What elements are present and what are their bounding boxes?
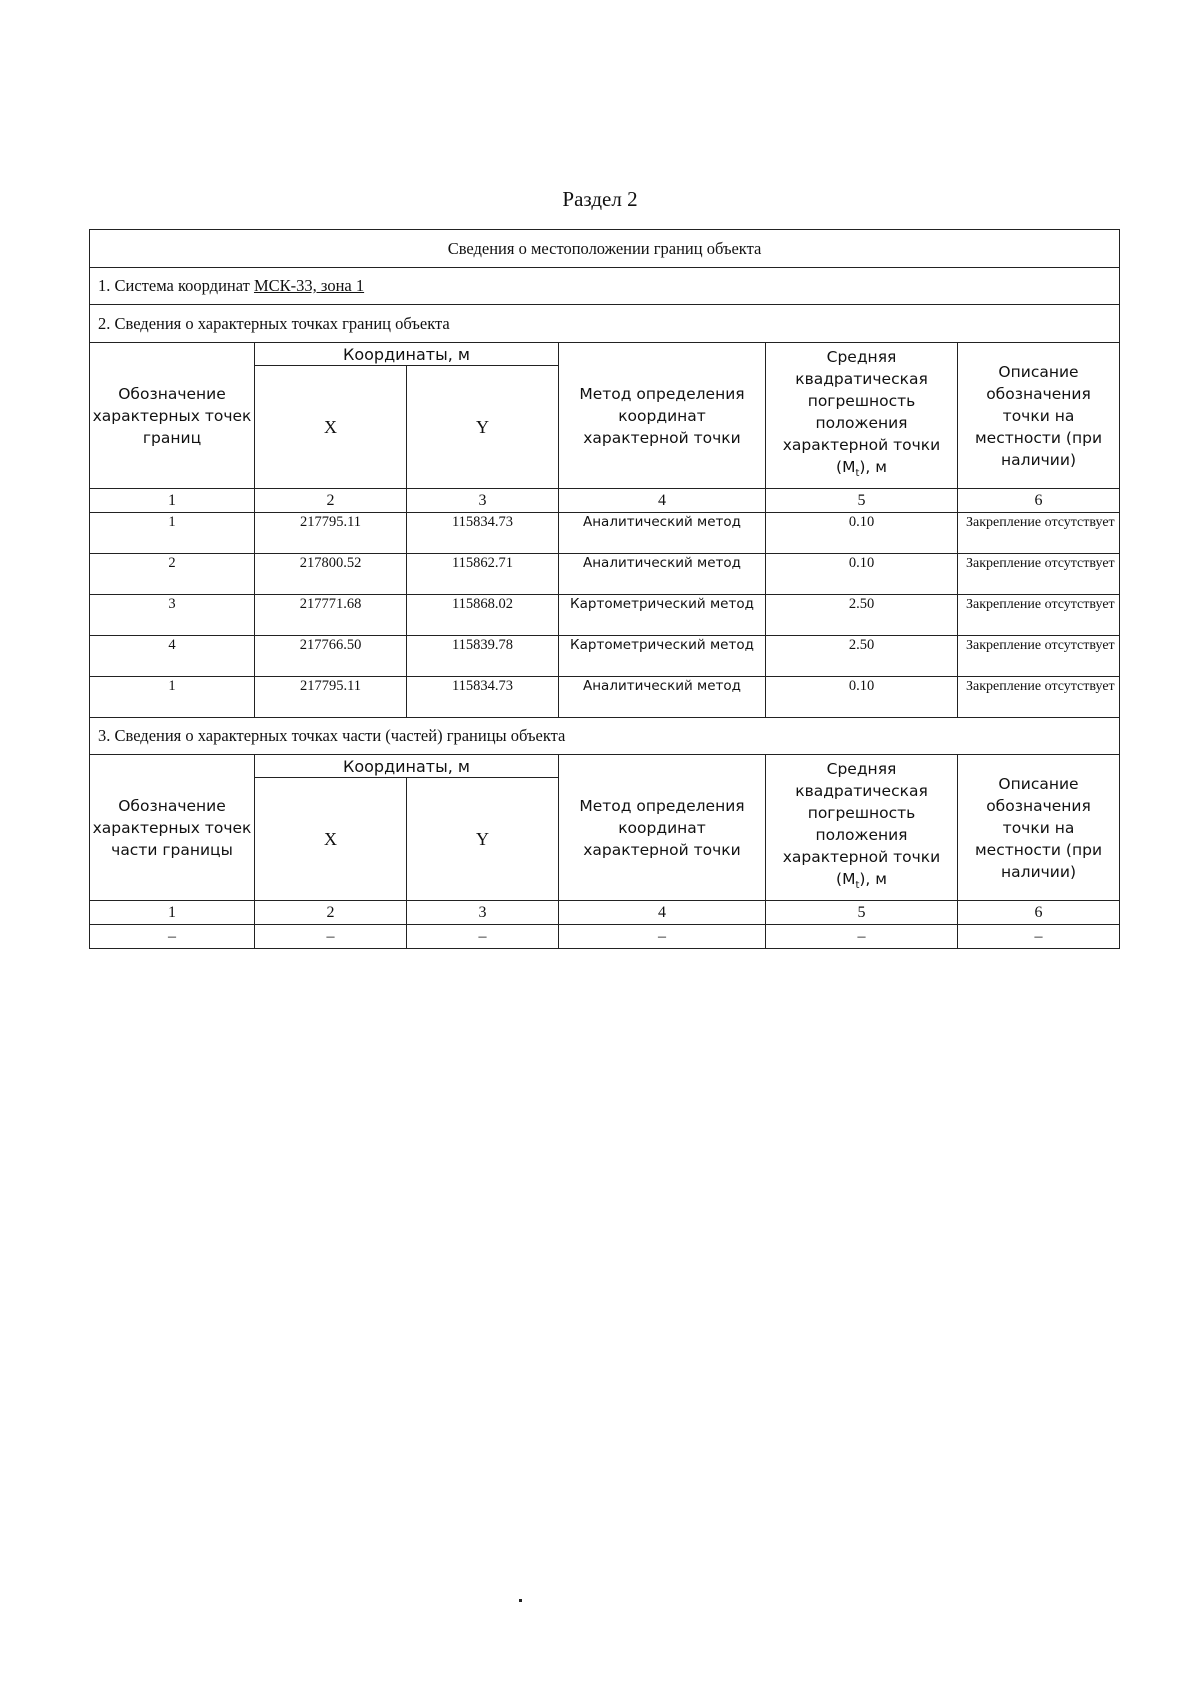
header-point-designation: Обозначение характерных точек границ	[90, 343, 255, 489]
part-point-id: –	[90, 925, 255, 949]
point-y: 115834.73	[407, 513, 559, 554]
point-x: 217766.50	[255, 636, 407, 677]
column-number: 4	[559, 901, 766, 925]
header-x: X	[255, 778, 407, 901]
point-description: Закрепление отсутствует	[958, 513, 1120, 554]
header-error-symbol: (M	[836, 457, 856, 476]
point-description: Закрепление отсутствует	[958, 554, 1120, 595]
table-row	[90, 554, 1120, 595]
part3-title: 3. Сведения о характерных точках части (частей) границы объекта	[90, 718, 1120, 755]
column-number: 5	[766, 489, 958, 513]
point-y: 115839.78	[407, 636, 559, 677]
point-id: 1	[90, 677, 255, 718]
point-method: Картометрический метод	[559, 636, 766, 677]
point-id: 4	[90, 636, 255, 677]
column-number: 1	[90, 489, 255, 513]
header-x: X	[255, 366, 407, 489]
column-number: 3	[407, 901, 559, 925]
point-y: 115834.73	[407, 677, 559, 718]
point-error: 0.10	[766, 554, 958, 595]
point-id: 3	[90, 595, 255, 636]
point-id: 1	[90, 513, 255, 554]
point-id: 2	[90, 554, 255, 595]
point-y: 115862.71	[407, 554, 559, 595]
boundary-table	[89, 229, 1120, 949]
point-method: Аналитический метод	[559, 677, 766, 718]
header-coordinates: Координаты, м	[255, 343, 559, 366]
header-description: Описание обозначения точки на местности (при наличии)	[958, 343, 1120, 489]
table-title: Сведения о местоположении границ объекта	[90, 230, 1120, 268]
header-error-text: Средняя квадратическая погрешность положения характерной точки	[782, 759, 941, 866]
coord-system-value: МСК-33, зона 1	[253, 276, 365, 295]
point-x: 217771.68	[255, 595, 407, 636]
table-row	[90, 677, 1120, 718]
header-y: Y	[407, 366, 559, 489]
column-number: 1	[90, 901, 255, 925]
page-mark-dot	[519, 1599, 522, 1602]
coord-system-label: 1. Система координат	[98, 276, 254, 295]
point-method: Картометрический метод	[559, 595, 766, 636]
column-numbers-row	[90, 901, 1120, 925]
header-error-subscript: t	[855, 468, 860, 480]
column-number: 3	[407, 489, 559, 513]
point-description: Закрепление отсутствует	[958, 677, 1120, 718]
table-row	[90, 636, 1120, 677]
column-number: 2	[255, 489, 407, 513]
section-title: Раздел 2	[562, 187, 638, 211]
point-error: 0.10	[766, 513, 958, 554]
point-description: Закрепление отсутствует	[958, 595, 1120, 636]
point-method: Аналитический метод	[559, 513, 766, 554]
column-number: 5	[766, 901, 958, 925]
header-description: Описание обозначения точки на местности (при наличии)	[958, 755, 1120, 901]
header-point-designation-part: Обозначение характерных точек части границы	[90, 755, 255, 901]
header-error	[766, 343, 958, 489]
point-error: 2.50	[766, 595, 958, 636]
header-error-unit: ), м	[859, 457, 887, 476]
column-number: 2	[255, 901, 407, 925]
header-y: Y	[407, 778, 559, 901]
table-row	[90, 925, 1120, 949]
header-error-subscript: t	[855, 880, 860, 892]
point-y: 115868.02	[407, 595, 559, 636]
point-x: 217795.11	[255, 513, 407, 554]
column-numbers-row	[90, 489, 1120, 513]
part2-title: 2. Сведения о характерных точках границ объекта	[90, 305, 1120, 343]
point-error: 2.50	[766, 636, 958, 677]
header-error-symbol: (M	[836, 869, 856, 888]
header-error-unit: ), м	[859, 869, 887, 888]
point-error: 0.10	[766, 677, 958, 718]
header-method: Метод определения координат характерной точки	[559, 343, 766, 489]
point-x: 217800.52	[255, 554, 407, 595]
header-error-text: Средняя квадратическая погрешность положения характерной точки	[782, 347, 941, 454]
coord-system-row	[90, 268, 1120, 305]
header-coordinates: Координаты, м	[255, 755, 559, 778]
point-description: Закрепление отсутствует	[958, 636, 1120, 677]
part-point-y: –	[407, 925, 559, 949]
header-error	[766, 755, 958, 901]
column-number: 4	[559, 489, 766, 513]
column-number: 6	[958, 489, 1120, 513]
point-x: 217795.11	[255, 677, 407, 718]
part-point-description: –	[958, 925, 1120, 949]
part-point-x: –	[255, 925, 407, 949]
header-method: Метод определения координат характерной точки	[559, 755, 766, 901]
table-row	[90, 513, 1120, 554]
point-method: Аналитический метод	[559, 554, 766, 595]
part-point-error: –	[766, 925, 958, 949]
part-point-method: –	[559, 925, 766, 949]
column-number: 6	[958, 901, 1120, 925]
table-row	[90, 595, 1120, 636]
